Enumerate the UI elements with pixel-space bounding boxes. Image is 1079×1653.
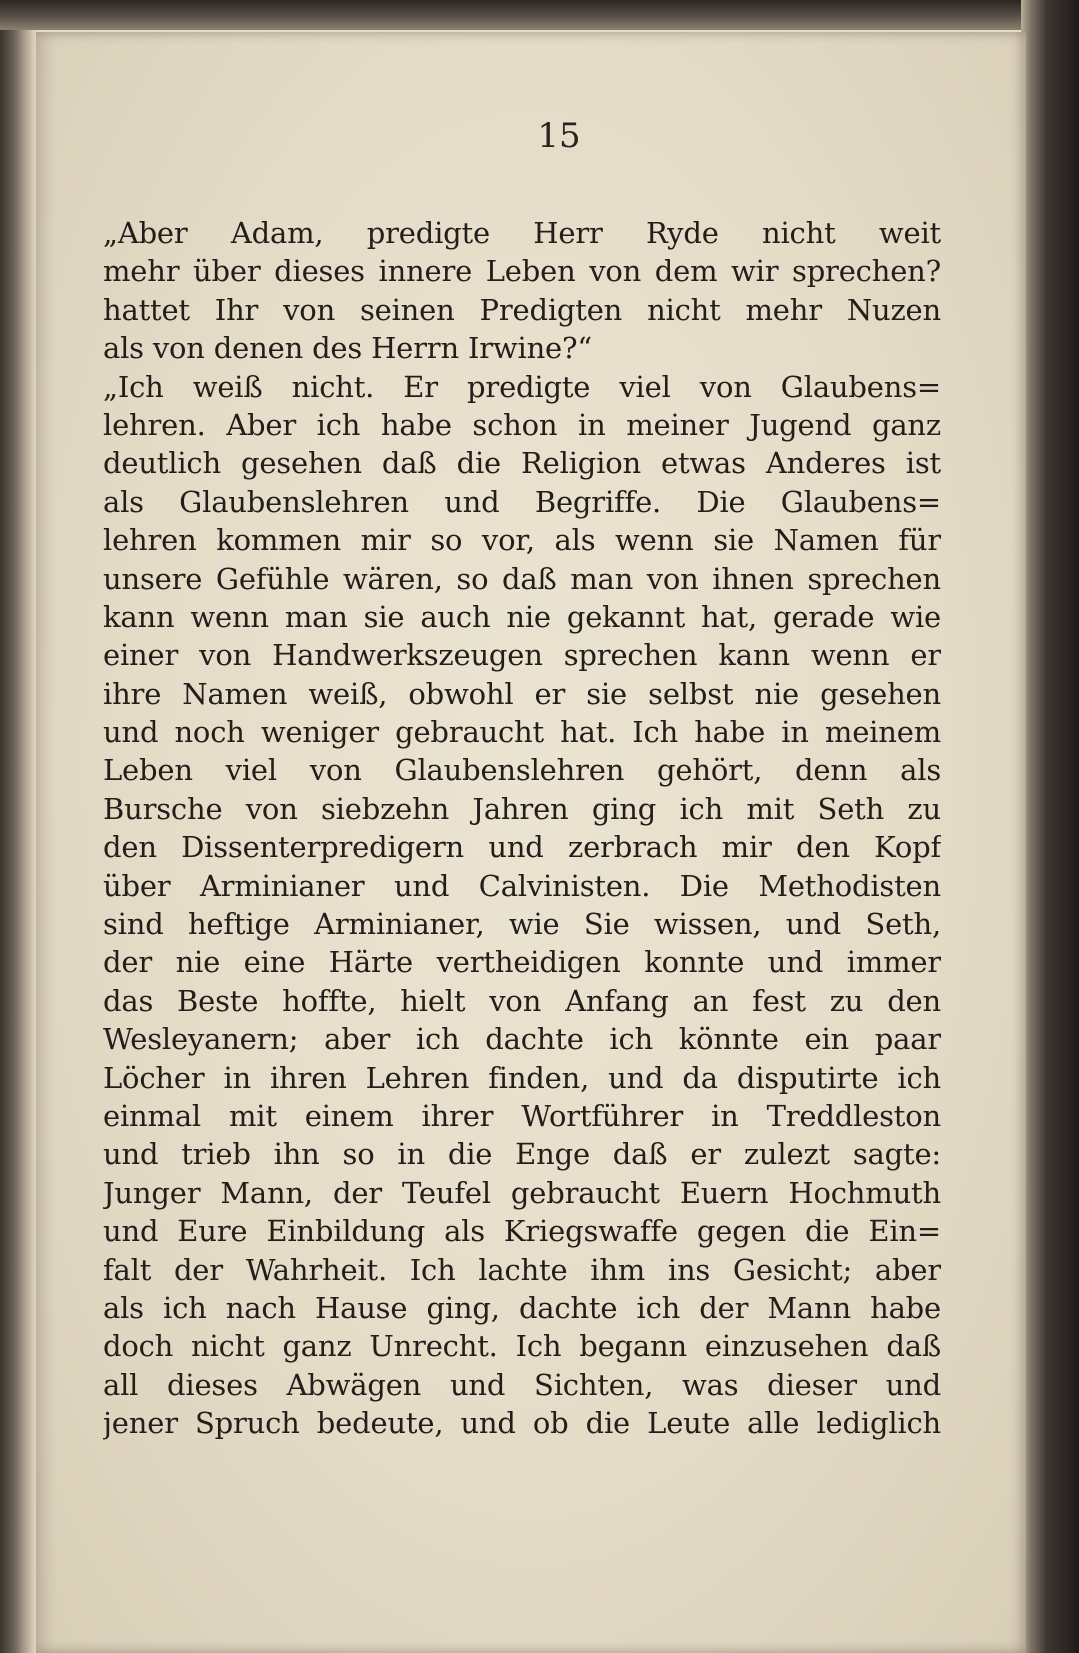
text-line: jener Spruch bedeute, und ob die Leute alle lediglich — [103, 1406, 941, 1441]
text-line: lehren kommen mir so vor, als wenn sie Namen für — [103, 523, 941, 558]
text-line: einmal mit einem ihrer Wortführer in Treddleston — [103, 1098, 941, 1133]
text-line: unsere Gefühle wären, so daß man von ihnen sprechen — [103, 561, 941, 596]
text-line: Löcher in ihren Lehren finden, und da disputirte ich — [103, 1060, 941, 1095]
book-right-edge — [1021, 0, 1079, 1653]
text-line: und trieb ihn so in die Enge daß er zulezt sagte: — [103, 1137, 941, 1172]
text-line: deutlich gesehen daß die Religion etwas Anderes ist — [103, 446, 941, 481]
text-line: mehr über dieses innere Leben von dem wir sprechen? — [103, 254, 941, 289]
text-line: „Ich weiß nicht. Er predigte viel von Glaubens= — [103, 369, 941, 404]
text-line: hattet Ihr von seinen Predigten nicht mehr Nuzen — [103, 292, 941, 327]
book-top-edge — [0, 0, 1079, 30]
text-line: Wesleyanern; aber ich dachte ich könnte ein paar — [103, 1022, 941, 1057]
text-line: doch nicht ganz Unrecht. Ich begann einzusehen daß — [103, 1329, 941, 1364]
text-line: Leben viel von Glaubenslehren gehört, denn als — [103, 753, 941, 788]
text-line: einer von Handwerkszeugen sprechen kann wenn er — [103, 638, 941, 673]
text-line: ihre Namen weiß, obwohl er sie selbst nie gesehen — [103, 676, 941, 711]
text-line: als ich nach Hause ging, dachte ich der Mann habe — [103, 1290, 941, 1325]
book-page — [36, 32, 1026, 1653]
text-line: als von denen des Herrn Irwine?“ — [103, 331, 592, 366]
text-line: kann wenn man sie auch nie gekannt hat, gerade wie — [103, 599, 941, 634]
text-line: „Aber Adam, predigte Herr Ryde nicht weit — [103, 216, 941, 250]
text-line: den Dissenterpredigern und zerbrach mir den Kopf — [103, 830, 941, 865]
text-line: all dieses Abwägen und Sichten, was dieser und — [103, 1367, 941, 1402]
text-line: lehren. Aber ich habe schon in meiner Jugend ganz — [103, 407, 941, 442]
text-line: das Beste hoffte, hielt von Anfang an fest zu den — [103, 983, 941, 1018]
text-line: über Arminianer und Calvinisten. Die Methodisten — [103, 868, 941, 903]
text-line: Junger Mann, der Teufel gebraucht Euern Hochmuth — [103, 1175, 941, 1210]
text-line: und noch weniger gebraucht hat. Ich habe in meinem — [103, 715, 941, 750]
text-line: sind heftige Arminianer, wie Sie wissen, und Seth, — [103, 907, 941, 942]
text-line: Bursche von siebzehn Jahren ging ich mit Seth zu — [103, 791, 941, 826]
text-line: falt der Wahrheit. Ich lachte ihm ins Gesicht; aber — [103, 1252, 941, 1287]
page-body-text — [103, 214, 941, 1443]
text-line: der nie eine Härte vertheidigen konnte und immer — [103, 945, 941, 980]
page-number: 15 — [537, 116, 581, 156]
text-line: und Eure Einbildung als Kriegswaffe gegen die Ein= — [103, 1214, 941, 1249]
text-line: als Glaubenslehren und Begriffe. Die Glaubens= — [103, 484, 941, 519]
